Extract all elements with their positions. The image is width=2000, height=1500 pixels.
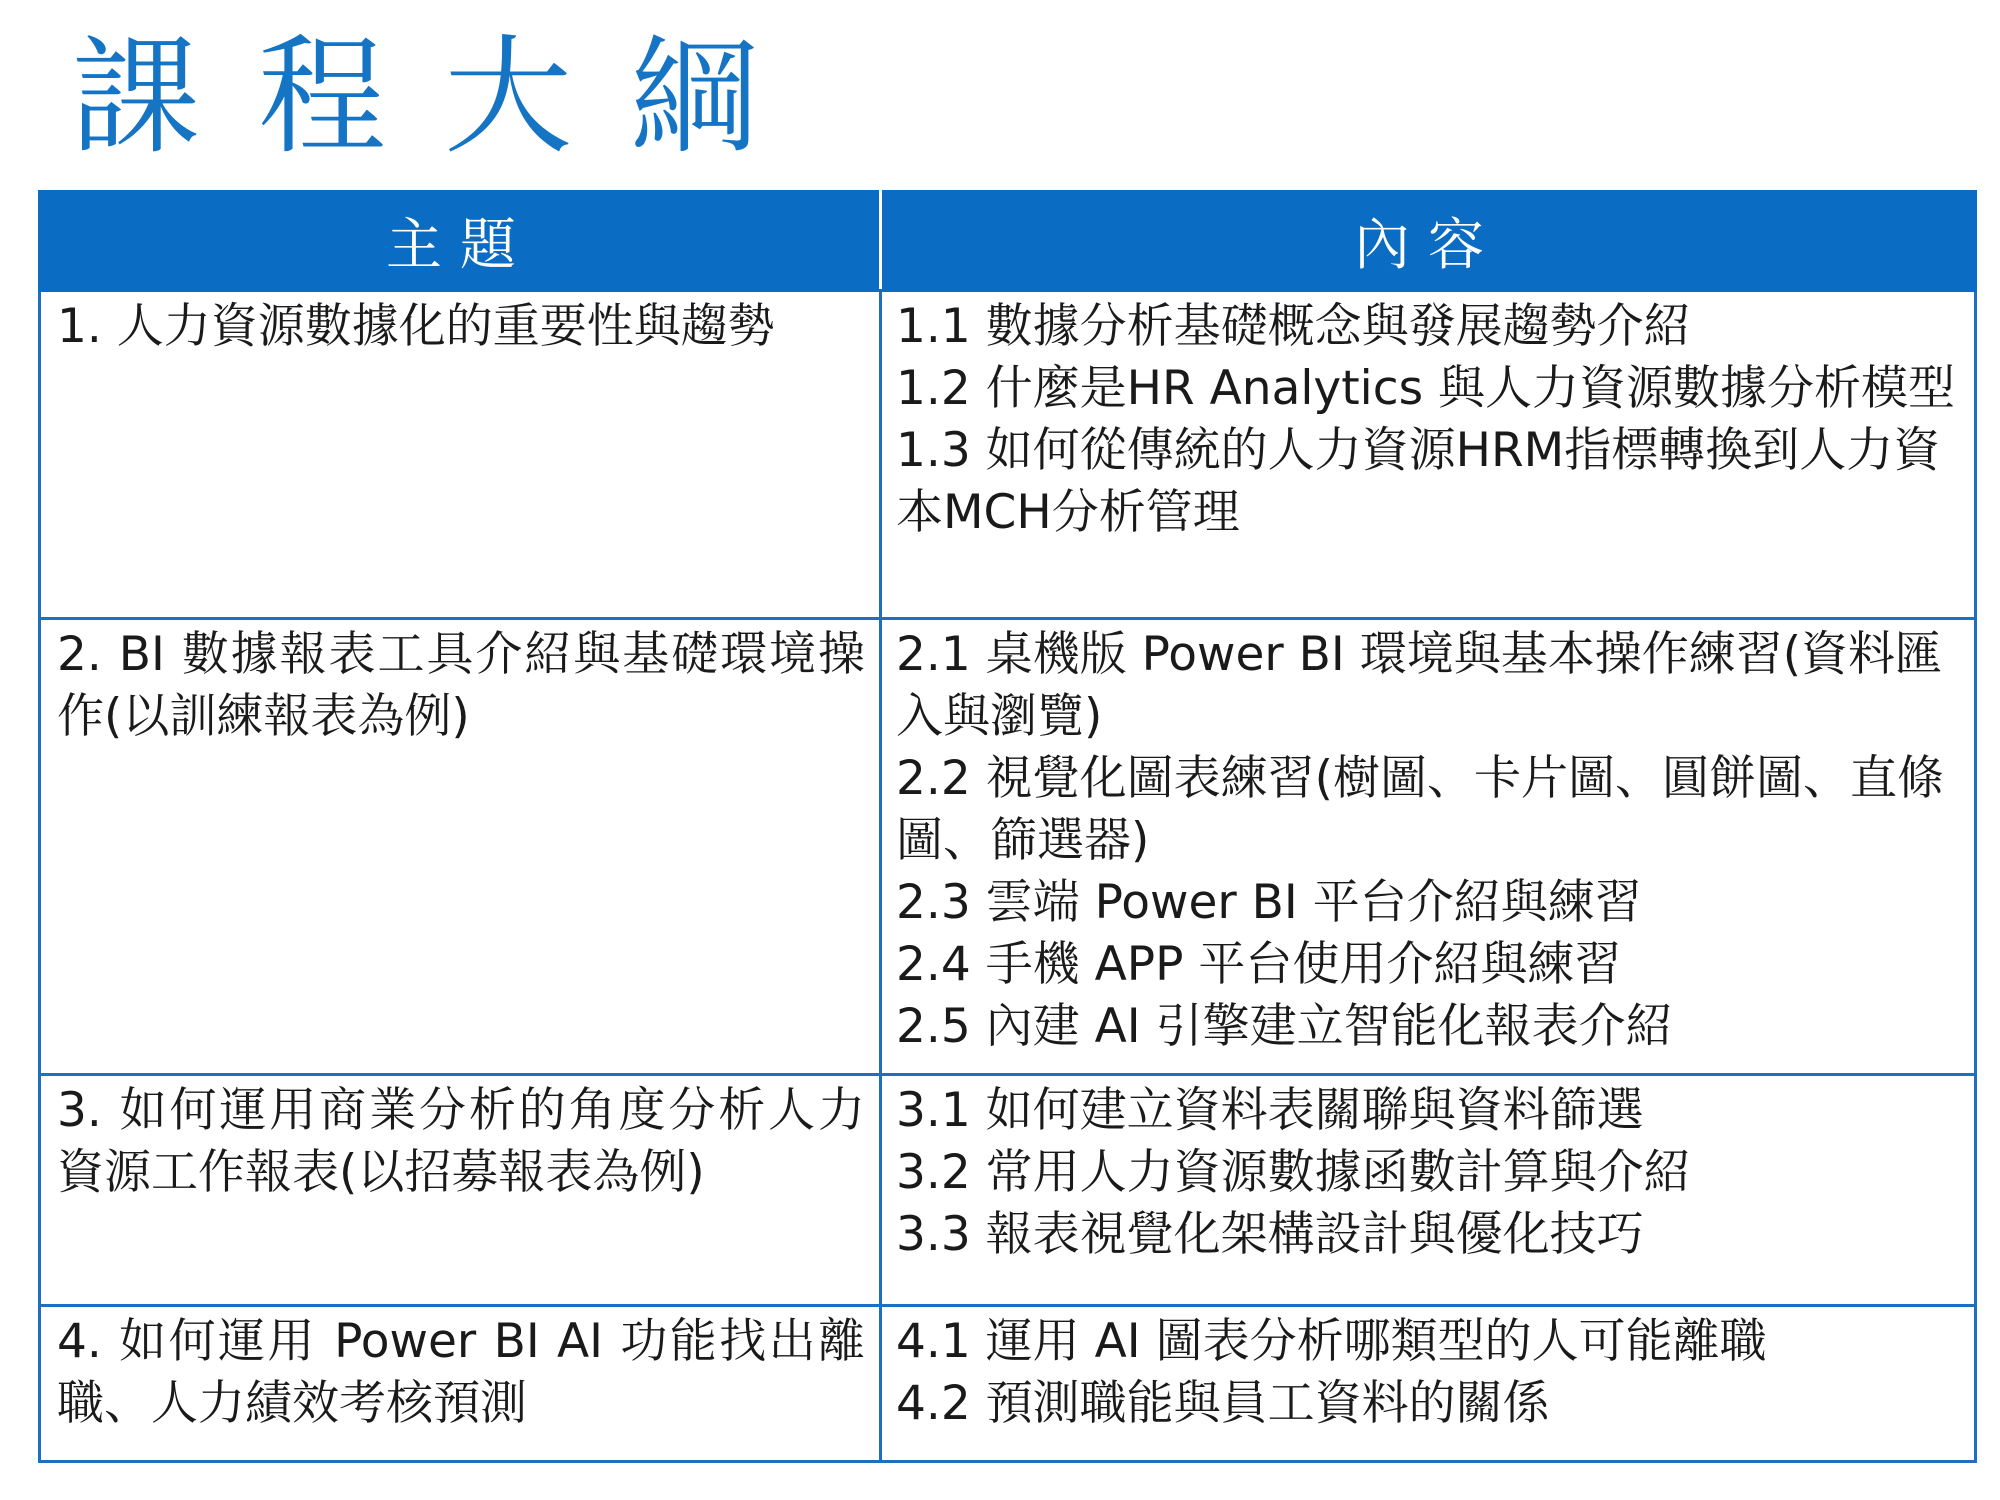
course-outline-table — [38, 190, 1977, 1463]
content-item: 2.1 桌機版 Power BI 環境與基本操作練習(資料匯入與瀏覽) — [896, 627, 1943, 744]
table-row — [40, 291, 1976, 619]
topic-cell: 2. BI 數據報表工具介紹與基礎環境操作(以訓練報表為例) — [40, 619, 881, 1075]
content-item: 4.1 運用 AI 圖表分析哪類型的人可能離職 — [896, 1314, 1767, 1369]
content-item: 1.2 什麼是HR Analytics 與人力資源數據分析模型 — [896, 361, 1955, 416]
content-item: 4.2 預測職能與員工資料的關係 — [896, 1376, 1550, 1431]
content-item: 3.1 如何建立資料表關聯與資料篩選 — [896, 1083, 1644, 1138]
content-item: 2.3 雲端 Power BI 平台介紹與練習 — [896, 875, 1642, 930]
content-item: 2.4 手機 APP 平台使用介紹與練習 — [896, 937, 1622, 992]
content-item: 1.1 數據分析基礎概念與發展趨勢介紹 — [896, 299, 1691, 354]
page-title: 課程大綱 — [72, 23, 817, 172]
content-cell — [881, 291, 1976, 619]
table-row — [40, 1306, 1976, 1462]
content-item: 3.2 常用人力資源數據函數計算與介紹 — [896, 1145, 1691, 1200]
topic-cell: 3. 如何運用商業分析的角度分析人力資源工作報表(以招募報表為例) — [40, 1075, 881, 1306]
content-item: 2.5 內建 AI 引擎建立智能化報表介紹 — [896, 999, 1673, 1054]
header-content: 內容 — [881, 192, 1976, 291]
content-cell — [881, 1075, 1976, 1306]
content-cell — [881, 1306, 1976, 1462]
content-cell — [881, 619, 1976, 1075]
topic-cell: 4. 如何運用 Power BI AI 功能找出離職、人力績效考核預測 — [40, 1306, 881, 1462]
content-item: 1.3 如何從傳統的人力資源HRM指標轉換到人力資本MCH分析管理 — [896, 423, 1941, 540]
content-item: 2.2 視覺化圖表練習(樹圖、卡片圖、圓餅圖、直條圖、篩選器) — [896, 751, 1945, 868]
content-item: 3.3 報表視覺化架構設計與優化技巧 — [896, 1207, 1644, 1262]
table-row — [40, 619, 1976, 1075]
header-topic: 主題 — [40, 192, 881, 291]
table-row — [40, 1075, 1976, 1306]
topic-cell: 1. 人力資源數據化的重要性與趨勢 — [40, 291, 881, 619]
table-header-row — [40, 192, 1976, 291]
